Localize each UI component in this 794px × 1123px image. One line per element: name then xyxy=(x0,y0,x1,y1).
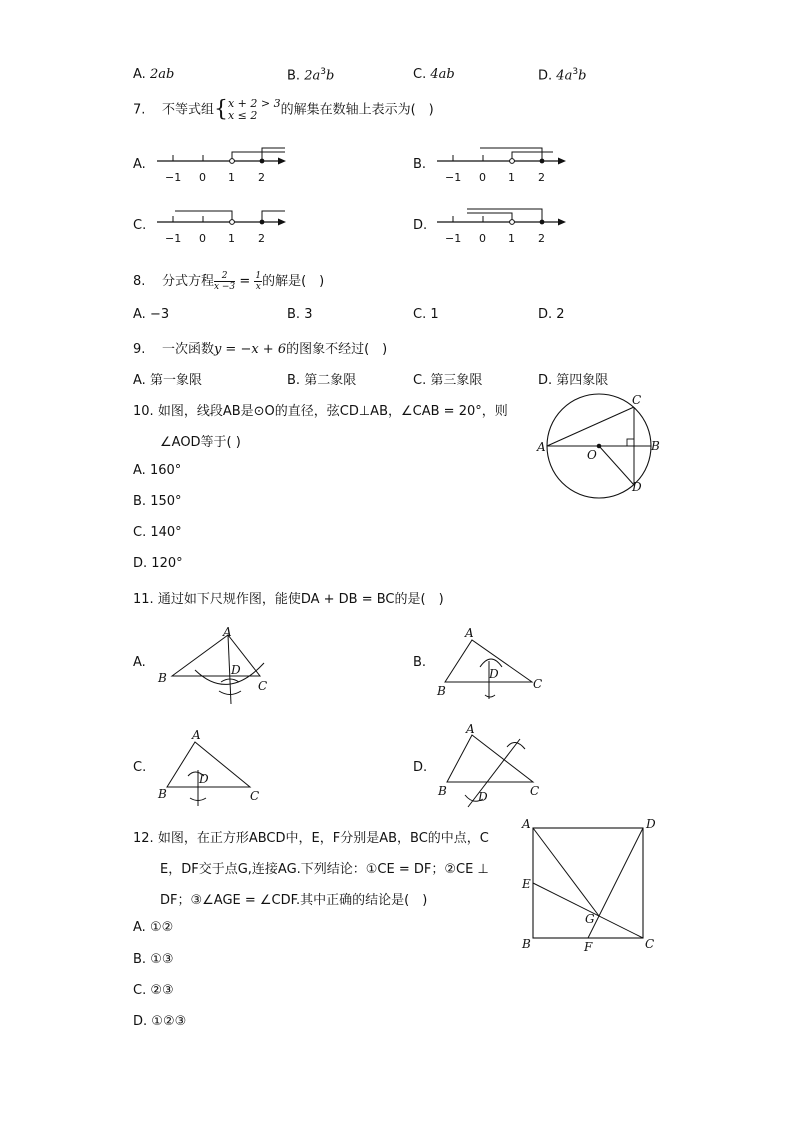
svg-text:2: 2 xyxy=(538,232,545,245)
q7-numberline-a xyxy=(155,145,295,187)
q6-option-d[interactable]: D. $4a^3b$ xyxy=(538,67,587,84)
svg-text:−1: −1 xyxy=(445,171,462,184)
q11-option-b-label[interactable]: B. xyxy=(413,655,427,670)
q11-option-c-label[interactable]: C. xyxy=(133,760,147,775)
q8-fraction-left: $\frac{2}{x -3}$ xyxy=(213,271,236,292)
q8-option-a[interactable]: A. −3 xyxy=(133,307,170,322)
svg-text:C: C xyxy=(645,937,655,951)
svg-text:−1: −1 xyxy=(165,171,182,184)
svg-text:A: A xyxy=(466,722,475,736)
q9-option-b[interactable]: B. 第二象限 xyxy=(287,373,357,388)
q12-option-a[interactable]: A. ①② xyxy=(133,920,174,935)
svg-text:O: O xyxy=(587,448,597,462)
q10-option-a[interactable]: A. 160° xyxy=(133,463,182,478)
q12-square-figure xyxy=(518,815,663,955)
svg-text:G: G xyxy=(585,912,595,926)
q9-option-d[interactable]: D. 第四象限 xyxy=(538,373,609,388)
svg-text:C: C xyxy=(250,789,260,803)
svg-text:C: C xyxy=(530,784,540,798)
svg-text:A: A xyxy=(223,625,232,639)
q12-option-d[interactable]: D. ①②③ xyxy=(133,1014,187,1029)
q11-figure-a xyxy=(155,620,280,708)
q10-option-c[interactable]: C. 140° xyxy=(133,525,182,540)
q10-option-d[interactable]: D. 120° xyxy=(133,556,183,571)
svg-text:−1: −1 xyxy=(165,232,182,245)
q11-figure-c xyxy=(155,728,270,808)
q12-stem-line1: 12. 如图，在正方形ABCD中，E，F分别是AB，BC的中点，C xyxy=(133,831,489,846)
q8-stem: 8. 分式方程 $\frac{2}{x -3}$ = $\frac{1}{x}$ 的解是( ) xyxy=(133,271,325,292)
svg-text:D: D xyxy=(489,667,499,681)
q12-option-c[interactable]: C. ②③ xyxy=(133,983,174,998)
q11-stem: 11. 通过如下尺规作图，能使DA + DB = BC的是( ) xyxy=(133,592,444,607)
svg-text:D: D xyxy=(478,790,488,804)
q10-circle-figure xyxy=(535,390,670,500)
svg-text:2: 2 xyxy=(258,232,265,245)
q9-formula: y = −x + 6 xyxy=(213,342,287,357)
q7-numberline-b xyxy=(435,145,575,187)
svg-text:C: C xyxy=(533,677,543,691)
svg-text:2: 2 xyxy=(538,171,545,184)
q7-stem: 7. 不等式组{ x + 2 > 3 x ≤ 2 的解集在数轴上表示为( ) xyxy=(133,97,434,122)
q9-stem: 9. 一次函数y = −x + 6的图象不经过( ) xyxy=(133,342,388,357)
svg-text:B: B xyxy=(438,784,447,798)
svg-text:F: F xyxy=(584,940,593,954)
q10-stem-line2: ∠AOD等于( ) xyxy=(160,435,241,450)
q10-stem-line1: 10. 如图，线段AB是⊙O的直径，弦CD⊥AB，∠CAB = 20°，则 xyxy=(133,404,508,419)
svg-text:A: A xyxy=(465,626,474,640)
svg-text:A: A xyxy=(192,728,201,742)
svg-text:B: B xyxy=(522,937,531,951)
svg-text:1: 1 xyxy=(508,171,515,184)
q7-option-a-label[interactable]: A. xyxy=(133,157,146,172)
svg-text:0: 0 xyxy=(199,232,206,245)
q6-option-b[interactable]: B. $2a^3b$ xyxy=(287,67,335,84)
q7-option-d-label[interactable]: D. xyxy=(413,218,428,233)
svg-text:1: 1 xyxy=(228,232,235,245)
q6-option-a[interactable]: A. 2ab xyxy=(133,67,175,82)
q7-option-c-label[interactable]: C. xyxy=(133,218,147,233)
svg-text:B: B xyxy=(158,787,167,801)
q9-option-c[interactable]: C. 第三象限 xyxy=(413,373,483,388)
svg-text:0: 0 xyxy=(479,232,486,245)
svg-text:D: D xyxy=(632,480,642,494)
q8-option-c[interactable]: C. 1 xyxy=(413,307,439,322)
q11-option-a-label[interactable]: A. xyxy=(133,655,146,670)
svg-text:1: 1 xyxy=(508,232,515,245)
q8-option-d[interactable]: D. 2 xyxy=(538,307,565,322)
q12-option-b[interactable]: B. ①③ xyxy=(133,952,174,967)
svg-text:E: E xyxy=(522,877,531,891)
svg-text:B: B xyxy=(158,671,167,685)
svg-text:1: 1 xyxy=(228,171,235,184)
q7-option-b-label[interactable]: B. xyxy=(413,157,427,172)
q6-option-c[interactable]: C. 4ab xyxy=(413,67,455,82)
q12-stem-line2: E，DF交于点G,连接AG.下列结论：①CE = DF；②CE ⊥ xyxy=(160,862,489,877)
svg-text:D: D xyxy=(199,772,209,786)
q10-option-b[interactable]: B. 150° xyxy=(133,494,182,509)
svg-text:C: C xyxy=(632,393,642,407)
q11-figure-d xyxy=(435,723,550,811)
svg-text:0: 0 xyxy=(479,171,486,184)
svg-text:D: D xyxy=(646,817,656,831)
q7-inequality-2: x ≤ 2 xyxy=(227,109,258,122)
svg-text:−1: −1 xyxy=(445,232,462,245)
svg-text:C: C xyxy=(258,679,268,693)
q12-stem-line3: DF；③∠AGE = ∠CDF.其中正确的结论是( ) xyxy=(160,893,428,908)
svg-text:A: A xyxy=(537,440,546,454)
q7-numberline-d xyxy=(435,206,575,248)
q8-fraction-right: $\frac{1}{x}$ xyxy=(255,271,262,292)
q11-figure-b xyxy=(435,625,555,700)
q8-option-b[interactable]: B. 3 xyxy=(287,307,313,322)
svg-text:D: D xyxy=(231,663,241,677)
q7-inequality-1: x + 2 > 3 xyxy=(227,97,281,110)
svg-text:0: 0 xyxy=(199,171,206,184)
svg-text:B: B xyxy=(651,439,660,453)
svg-text:B: B xyxy=(437,684,446,698)
svg-text:2: 2 xyxy=(258,171,265,184)
svg-text:A: A xyxy=(522,817,531,831)
q9-option-a[interactable]: A. 第一象限 xyxy=(133,373,202,388)
q11-option-d-label[interactable]: D. xyxy=(413,760,428,775)
q7-numberline-c xyxy=(155,206,295,248)
